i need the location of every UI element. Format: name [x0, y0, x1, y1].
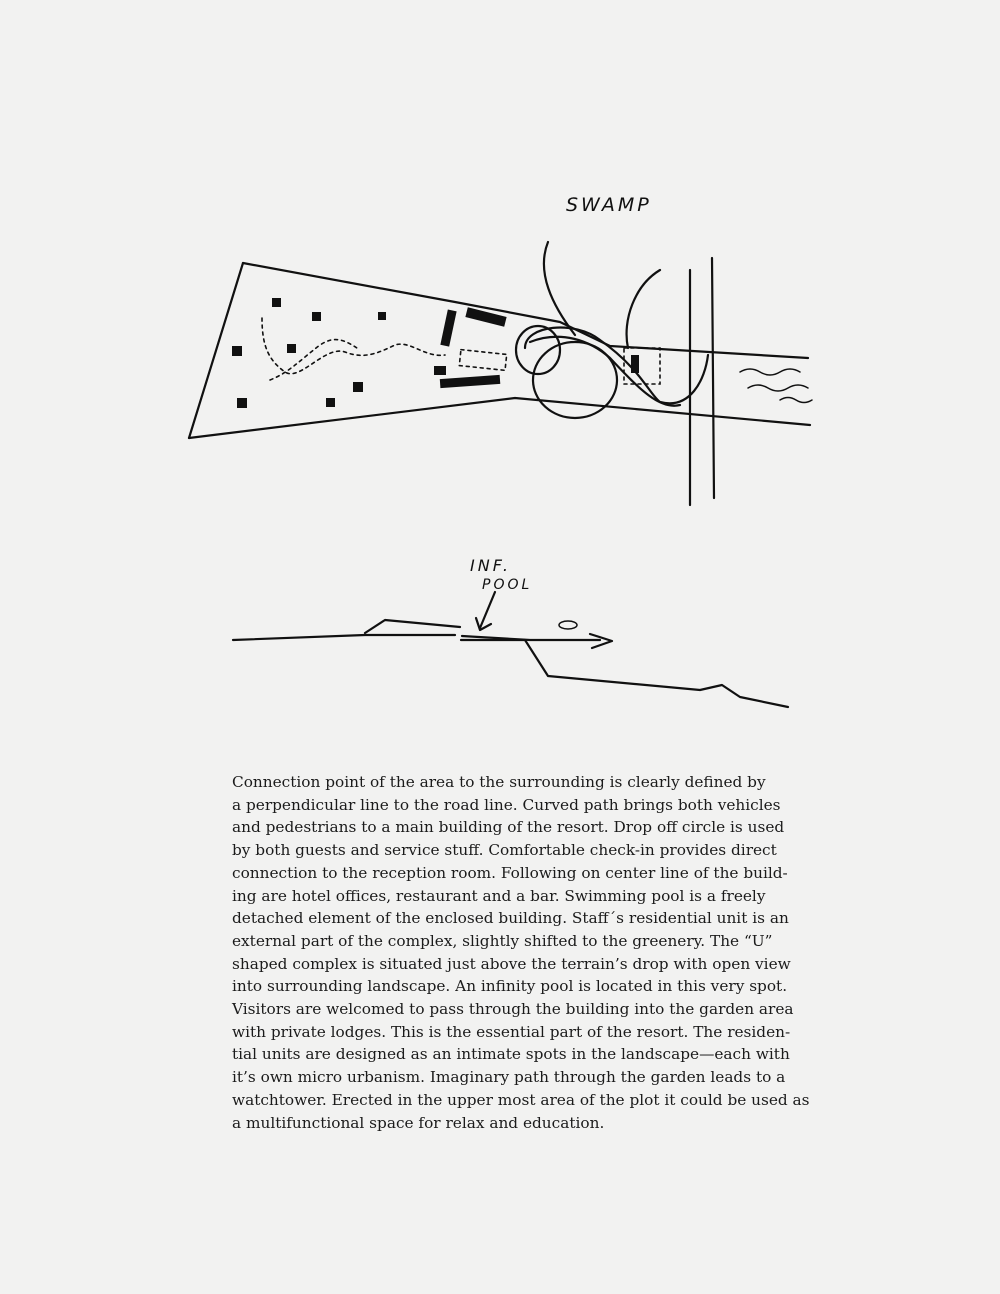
description-line: Visitors are welcomed to pass through the building into the garden area [232, 1000, 794, 1019]
description-line: shaped complex is situated just above the terrain’s drop with open view [232, 954, 791, 973]
description-line: Connection point of the area to the surrounding is clearly defined by [232, 773, 766, 791]
description-line: by both guests and service stuff. Comfortable check-in provides direct [232, 841, 777, 860]
section-label-inf: INF. [470, 556, 511, 575]
description-paragraph [232, 771, 810, 1134]
site-section [233, 592, 788, 707]
description-line: a perpendicular line to the road line. Curved path brings both vehicles [232, 795, 781, 814]
swamp-label: SWAMP [566, 194, 652, 216]
description-line: a multifunctional space for relax and education. [232, 1113, 605, 1132]
description-line: external part of the complex, slightly shifted to the greenery. The “U” [232, 931, 773, 950]
description-line: and pedestrians to a main building of the resort. Drop off circle is used [232, 818, 785, 837]
description-line: watchtower. Erected in the upper most area of the plot it could be used as [232, 1090, 810, 1109]
description-line: connection to the reception room. Following on center line of the build- [232, 863, 788, 882]
section-label-pool: POOL [482, 577, 533, 593]
site-plan [189, 242, 812, 505]
description-line: it’s own micro urbanism. Imaginary path through the garden leads to a [232, 1068, 786, 1087]
description-line: detached element of the enclosed building. Staff´s residential unit is an [232, 909, 789, 928]
description-line: ing are hotel offices, restaurant and a bar. Swimming pool is a freely [232, 886, 766, 905]
description-line: tial units are designed as an intimate spots in the landscape—each with [232, 1045, 790, 1064]
description-line: into surrounding landscape. An infinity pool is located in this very spot. [232, 977, 788, 996]
description-line: with private lodges. This is the essential part of the resort. The residen- [232, 1022, 791, 1041]
